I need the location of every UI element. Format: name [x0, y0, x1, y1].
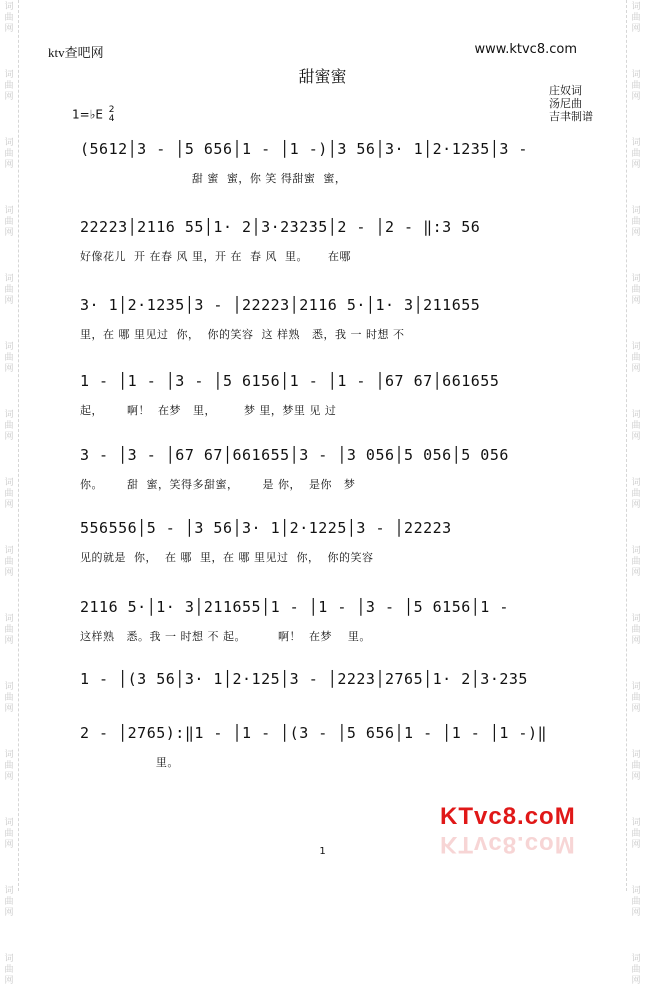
watermark-group: [631, 750, 640, 783]
watermark-char: 词: [4, 886, 14, 896]
watermark-char: 词: [631, 410, 641, 420]
watermark-char: 词: [631, 682, 641, 692]
watermark-group: [631, 342, 640, 375]
watermark-char: 网: [4, 160, 14, 170]
watermark-char: 网: [4, 568, 14, 578]
watermark-group: [4, 410, 13, 443]
score-line: [80, 519, 580, 565]
watermark-char: 词: [4, 138, 14, 148]
watermark-group: [4, 614, 13, 647]
watermark-char: 曲: [631, 829, 641, 839]
score-line: [80, 670, 580, 700]
watermark-char: 词: [631, 818, 641, 828]
key-label: 1=♭E: [72, 107, 103, 122]
watermark-char: 词: [4, 614, 14, 624]
score-line: [80, 724, 580, 770]
watermark-char: 曲: [631, 693, 641, 703]
watermark-char: 网: [631, 160, 641, 170]
watermark-group: [631, 954, 640, 987]
watermark-char: 网: [631, 500, 641, 510]
watermark-char: 词: [4, 274, 14, 284]
watermark-group: [631, 410, 640, 443]
watermark-char: 词: [4, 410, 14, 420]
watermark-char: 网: [631, 908, 641, 918]
watermark-char: 曲: [4, 557, 14, 567]
watermark-char: 词: [631, 342, 641, 352]
watermark-group: [4, 2, 13, 35]
watermark-group: [631, 614, 640, 647]
watermark-char: 词: [631, 70, 641, 80]
watermark-char: 词: [631, 478, 641, 488]
ktvc8-logo-reflection: KTvc8.coM: [440, 831, 576, 858]
watermark-char: 曲: [631, 421, 641, 431]
watermark-char: 曲: [631, 557, 641, 567]
notation: 1 - │(3 56│3· 1│2·125│3 - │2223│2765│1· 2│3·235: [80, 670, 528, 688]
watermark-char: 曲: [4, 353, 14, 363]
watermark-char: 词: [4, 206, 14, 216]
watermark-char: 网: [4, 228, 14, 238]
watermark-char: 曲: [631, 149, 641, 159]
watermark-char: 词: [4, 342, 14, 352]
watermark-char: 曲: [4, 421, 14, 431]
watermark-char: 网: [4, 976, 14, 986]
watermark-char: 网: [631, 704, 641, 714]
watermark-char: 网: [631, 92, 641, 102]
watermark-group: [4, 750, 13, 783]
watermark-char: 网: [631, 296, 641, 306]
watermark-char: 网: [631, 432, 641, 442]
score-line: [80, 140, 580, 186]
watermark-group: [4, 274, 13, 307]
watermark-char: 曲: [4, 693, 14, 703]
watermark-char: 曲: [4, 81, 14, 91]
lyrics: 见的就是 你， 在 哪 里，在 哪 里见过 你， 你的笑容: [80, 551, 374, 564]
notation: 3· 1│2·1235│3 - │22223│2116 5·│1· 3│211655: [80, 296, 481, 314]
watermark-group: [631, 138, 640, 171]
watermark-char: 曲: [4, 761, 14, 771]
transcriber: 吉聿制谱: [549, 110, 593, 123]
watermark-char: 网: [631, 976, 641, 986]
watermark-char: 词: [631, 206, 641, 216]
watermark-group: [4, 138, 13, 171]
watermark-char: 曲: [4, 285, 14, 295]
site-name: ktv查吧网: [48, 45, 104, 60]
score-line: [80, 218, 580, 264]
score-line: [80, 598, 580, 644]
watermark-char: 网: [4, 908, 14, 918]
lyrics: 这样熟 悉。我 一 时想 不 起。 啊！ 在梦 里。: [80, 630, 371, 643]
watermark-group: [631, 682, 640, 715]
watermark-char: 曲: [631, 489, 641, 499]
watermark-group: [4, 342, 13, 375]
notation: 556556│5 - │3 56│3· 1│2·1225│3 - │22223: [80, 519, 452, 537]
watermark-char: 曲: [4, 149, 14, 159]
watermark-char: 网: [631, 228, 641, 238]
watermark-char: 曲: [4, 489, 14, 499]
watermark-char: 词: [4, 954, 14, 964]
watermark-char: 曲: [631, 897, 641, 907]
ktvc8-logo[interactable]: KTvc8.coM: [440, 803, 576, 830]
watermark-char: 网: [631, 364, 641, 374]
watermark-char: 网: [4, 24, 14, 34]
watermark-char: 曲: [631, 285, 641, 295]
score-line: [80, 372, 580, 418]
watermark-char: 曲: [4, 897, 14, 907]
watermark-group: [4, 478, 13, 511]
watermark-group: [4, 546, 13, 579]
watermark-char: 网: [631, 840, 641, 850]
watermark-char: 网: [631, 636, 641, 646]
watermark-char: 网: [4, 500, 14, 510]
watermark-group: [631, 206, 640, 239]
watermark-char: 曲: [4, 13, 14, 23]
watermark-char: 曲: [631, 81, 641, 91]
watermark-char: 网: [631, 24, 641, 34]
watermark-char: 词: [4, 478, 14, 488]
watermark-char: 网: [4, 92, 14, 102]
time-signature: [109, 106, 115, 124]
watermark-group: [631, 478, 640, 511]
watermark-char: 词: [631, 954, 641, 964]
song-title: 甜蜜蜜: [298, 67, 347, 86]
watermark-char: 词: [631, 2, 641, 12]
composer: 汤尼曲: [549, 97, 582, 110]
watermark-char: 网: [4, 772, 14, 782]
watermark-char: 词: [4, 750, 14, 760]
watermark-char: 曲: [4, 965, 14, 975]
notation: 2116 5·│1· 3│211655│1 - │1 - │3 - │5 6156│1 -: [80, 598, 509, 616]
watermark-char: 网: [631, 568, 641, 578]
watermark-char: 网: [4, 364, 14, 374]
watermark-char: 词: [631, 750, 641, 760]
watermark-char: 曲: [631, 761, 641, 771]
score-line: [80, 446, 580, 492]
watermark-group: [631, 274, 640, 307]
watermark-char: 词: [631, 886, 641, 896]
watermark-char: 曲: [631, 353, 641, 363]
watermark-char: 词: [4, 70, 14, 80]
watermark-char: 曲: [631, 965, 641, 975]
watermark-char: 网: [631, 772, 641, 782]
watermark-char: 词: [4, 2, 14, 12]
notation: 22223│2116 55│1· 2│3·23235│2 - │2 - ‖:3 56: [80, 218, 481, 236]
site-url[interactable]: www.ktvc8.com: [474, 42, 577, 57]
song-credits: [549, 84, 593, 123]
notation: 2 - │2765):‖1 - │1 - │(3 - │5 656│1 - │1 - │1 -)‖: [80, 724, 548, 742]
watermark-char: 词: [631, 614, 641, 624]
watermark-char: 网: [4, 840, 14, 850]
score-line: [80, 296, 580, 342]
lyrics: 好像花儿 开 在春 风 里，开 在 春 风 里。 在哪: [80, 250, 351, 263]
notation: (5612│3 - │5 656│1 - │1 -)│3 56│3· 1│2·1235│3 -: [80, 140, 528, 158]
watermark-char: 词: [4, 682, 14, 692]
lyrics: 甜 蜜 蜜，你 笑 得甜蜜 蜜，: [80, 172, 347, 185]
watermark-char: 词: [631, 546, 641, 556]
watermark-group: [4, 682, 13, 715]
lyrics: 你。 甜 蜜，笑得多甜蜜， 是 你， 是你 梦: [80, 478, 356, 491]
watermark-char: 词: [631, 138, 641, 148]
watermark-group: [631, 546, 640, 579]
watermark-char: 曲: [631, 217, 641, 227]
watermark-char: 曲: [631, 625, 641, 635]
lyrics: 里，在 哪 里见过 你， 你的笑容 这 样熟 悉，我 一 时想 不: [80, 328, 405, 341]
time-top: 2: [108, 105, 115, 115]
watermark-char: 词: [4, 818, 14, 828]
watermark-group: [4, 954, 13, 987]
time-bottom: 4: [108, 114, 115, 124]
key-signature: [72, 106, 115, 124]
watermark-char: 词: [631, 274, 641, 284]
watermark-char: 网: [4, 432, 14, 442]
lyricist: 庄奴词: [549, 84, 582, 97]
lyrics: 起， 啊！ 在梦 里， 梦 里，梦里 见 过: [80, 404, 337, 417]
page-number: 1: [319, 846, 326, 857]
watermark-char: 网: [4, 704, 14, 714]
watermark-column-left: [0, 0, 19, 986]
watermark-char: 网: [4, 636, 14, 646]
watermark-group: [631, 2, 640, 35]
lyrics: 里。: [80, 756, 179, 769]
watermark-char: 词: [4, 546, 14, 556]
notation: 3 - │3 - │67 67│661655│3 - │3 056│5 056│5 056: [80, 446, 509, 464]
watermark-char: 网: [4, 296, 14, 306]
notation: 1 - │1 - │3 - │5 6156│1 - │1 - │67 67│661655: [80, 372, 500, 390]
watermark-char: 曲: [4, 217, 14, 227]
watermark-column-right: [626, 0, 645, 986]
watermark-group: [4, 206, 13, 239]
watermark-char: 曲: [631, 13, 641, 23]
watermark-char: 曲: [4, 625, 14, 635]
watermark-char: 曲: [4, 829, 14, 839]
